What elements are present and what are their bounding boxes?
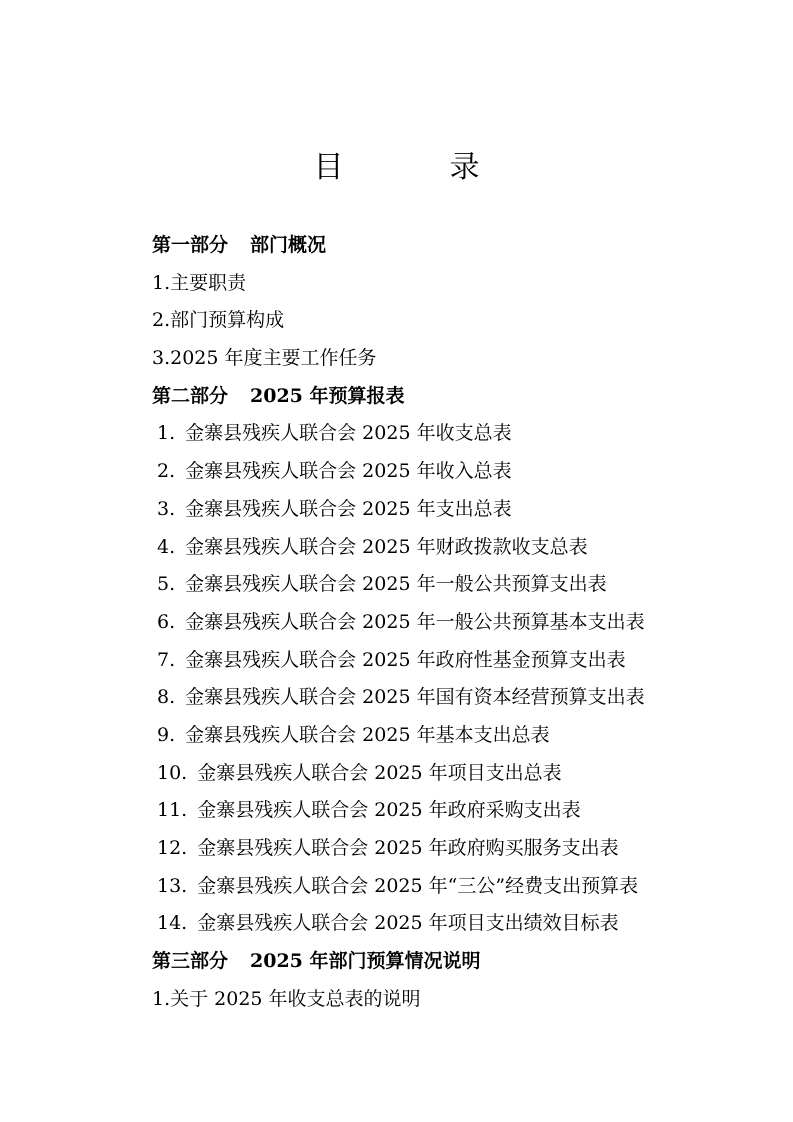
section-name: 部门概况: [250, 234, 327, 256]
item-number: 6.: [157, 610, 176, 633]
item-text: 金寨县残疾人联合会 2025 年政府购买服务支出表: [197, 837, 619, 859]
toc-table-item[interactable]: [152, 453, 752, 491]
item-number: 10.: [157, 761, 188, 784]
section-name: 2025 年部门预算情况说明: [250, 950, 481, 973]
section-label: 第一部分: [152, 234, 229, 256]
item-number: 11.: [157, 799, 188, 822]
item-number: 8.: [157, 686, 176, 709]
toc-item[interactable]: 1.关于 2025 年收支总表的说明: [152, 987, 421, 1010]
toc-table-item[interactable]: [152, 868, 752, 906]
item-number: 9.: [157, 723, 176, 746]
section-label: 第三部分: [152, 950, 229, 973]
toc-table-item[interactable]: [152, 642, 752, 680]
toc-table-item[interactable]: [152, 905, 752, 943]
item-number: 14.: [157, 912, 188, 935]
toc-table-item[interactable]: [152, 792, 752, 830]
item-text: 金寨县残疾人联合会 2025 年收入总表: [185, 460, 512, 483]
item-number: 4.: [157, 535, 176, 558]
item-number: 13.: [157, 874, 188, 897]
item-text: 金寨县残疾人联合会 2025 年项目支出绩效目标表: [197, 912, 619, 935]
item-text: 金寨县残疾人联合会 2025 年基本支出总表: [185, 723, 550, 746]
toc-table-item[interactable]: [152, 755, 752, 793]
section-heading-part-2[interactable]: [152, 378, 752, 416]
section-name: 2025 年预算报表: [250, 384, 405, 407]
item-text: 金寨县残疾人联合会 2025 年一般公共预算支出表: [185, 573, 607, 596]
item-text: 金寨县残疾人联合会 2025 年政府性基金预算支出表: [185, 648, 626, 671]
toc-table-item[interactable]: [152, 415, 752, 453]
item-number: 1.: [157, 422, 176, 445]
item-text: 金寨县残疾人联合会 2025 年国有资本经营预算支出表: [185, 686, 645, 709]
item-number: 12.: [157, 837, 188, 859]
item-text: 金寨县残疾人联合会 2025 年政府采购支出表: [197, 799, 581, 822]
toc-table-item[interactable]: [152, 830, 752, 868]
toc-table-item[interactable]: [152, 566, 752, 604]
section-heading-part-1[interactable]: [152, 227, 752, 265]
toc-table-item[interactable]: [152, 529, 752, 567]
table-of-contents: [152, 227, 752, 1018]
toc-table-item[interactable]: [152, 604, 752, 642]
item-text: 金寨县残疾人联合会 2025 年收支总表: [185, 422, 512, 445]
section-label: 第二部分: [152, 384, 229, 407]
section-heading-part-3[interactable]: [152, 943, 752, 981]
toc-item[interactable]: 1.主要职责: [152, 271, 247, 294]
item-text: 金寨县残疾人联合会 2025 年项目支出总表: [197, 761, 562, 784]
page-title: 目 录: [313, 150, 518, 185]
toc-table-item[interactable]: [152, 491, 752, 529]
item-text: 金寨县残疾人联合会 2025 年财政拨款收支总表: [185, 535, 588, 558]
toc-item[interactable]: 3.2025 年度主要工作任务: [152, 347, 377, 370]
item-number: 3.: [157, 497, 176, 520]
item-text: 金寨县残疾人联合会 2025 年“三公”经费支出预算表: [197, 874, 639, 897]
item-number: 7.: [157, 648, 176, 671]
item-text: 金寨县残疾人联合会 2025 年一般公共预算基本支出表: [185, 610, 645, 633]
toc-table-item[interactable]: [152, 717, 752, 755]
item-text: 金寨县残疾人联合会 2025 年支出总表: [185, 497, 512, 520]
toc-item[interactable]: 2.部门预算构成: [152, 309, 285, 332]
toc-table-item[interactable]: [152, 679, 752, 717]
item-number: 2.: [157, 460, 176, 483]
item-number: 5.: [157, 573, 176, 596]
